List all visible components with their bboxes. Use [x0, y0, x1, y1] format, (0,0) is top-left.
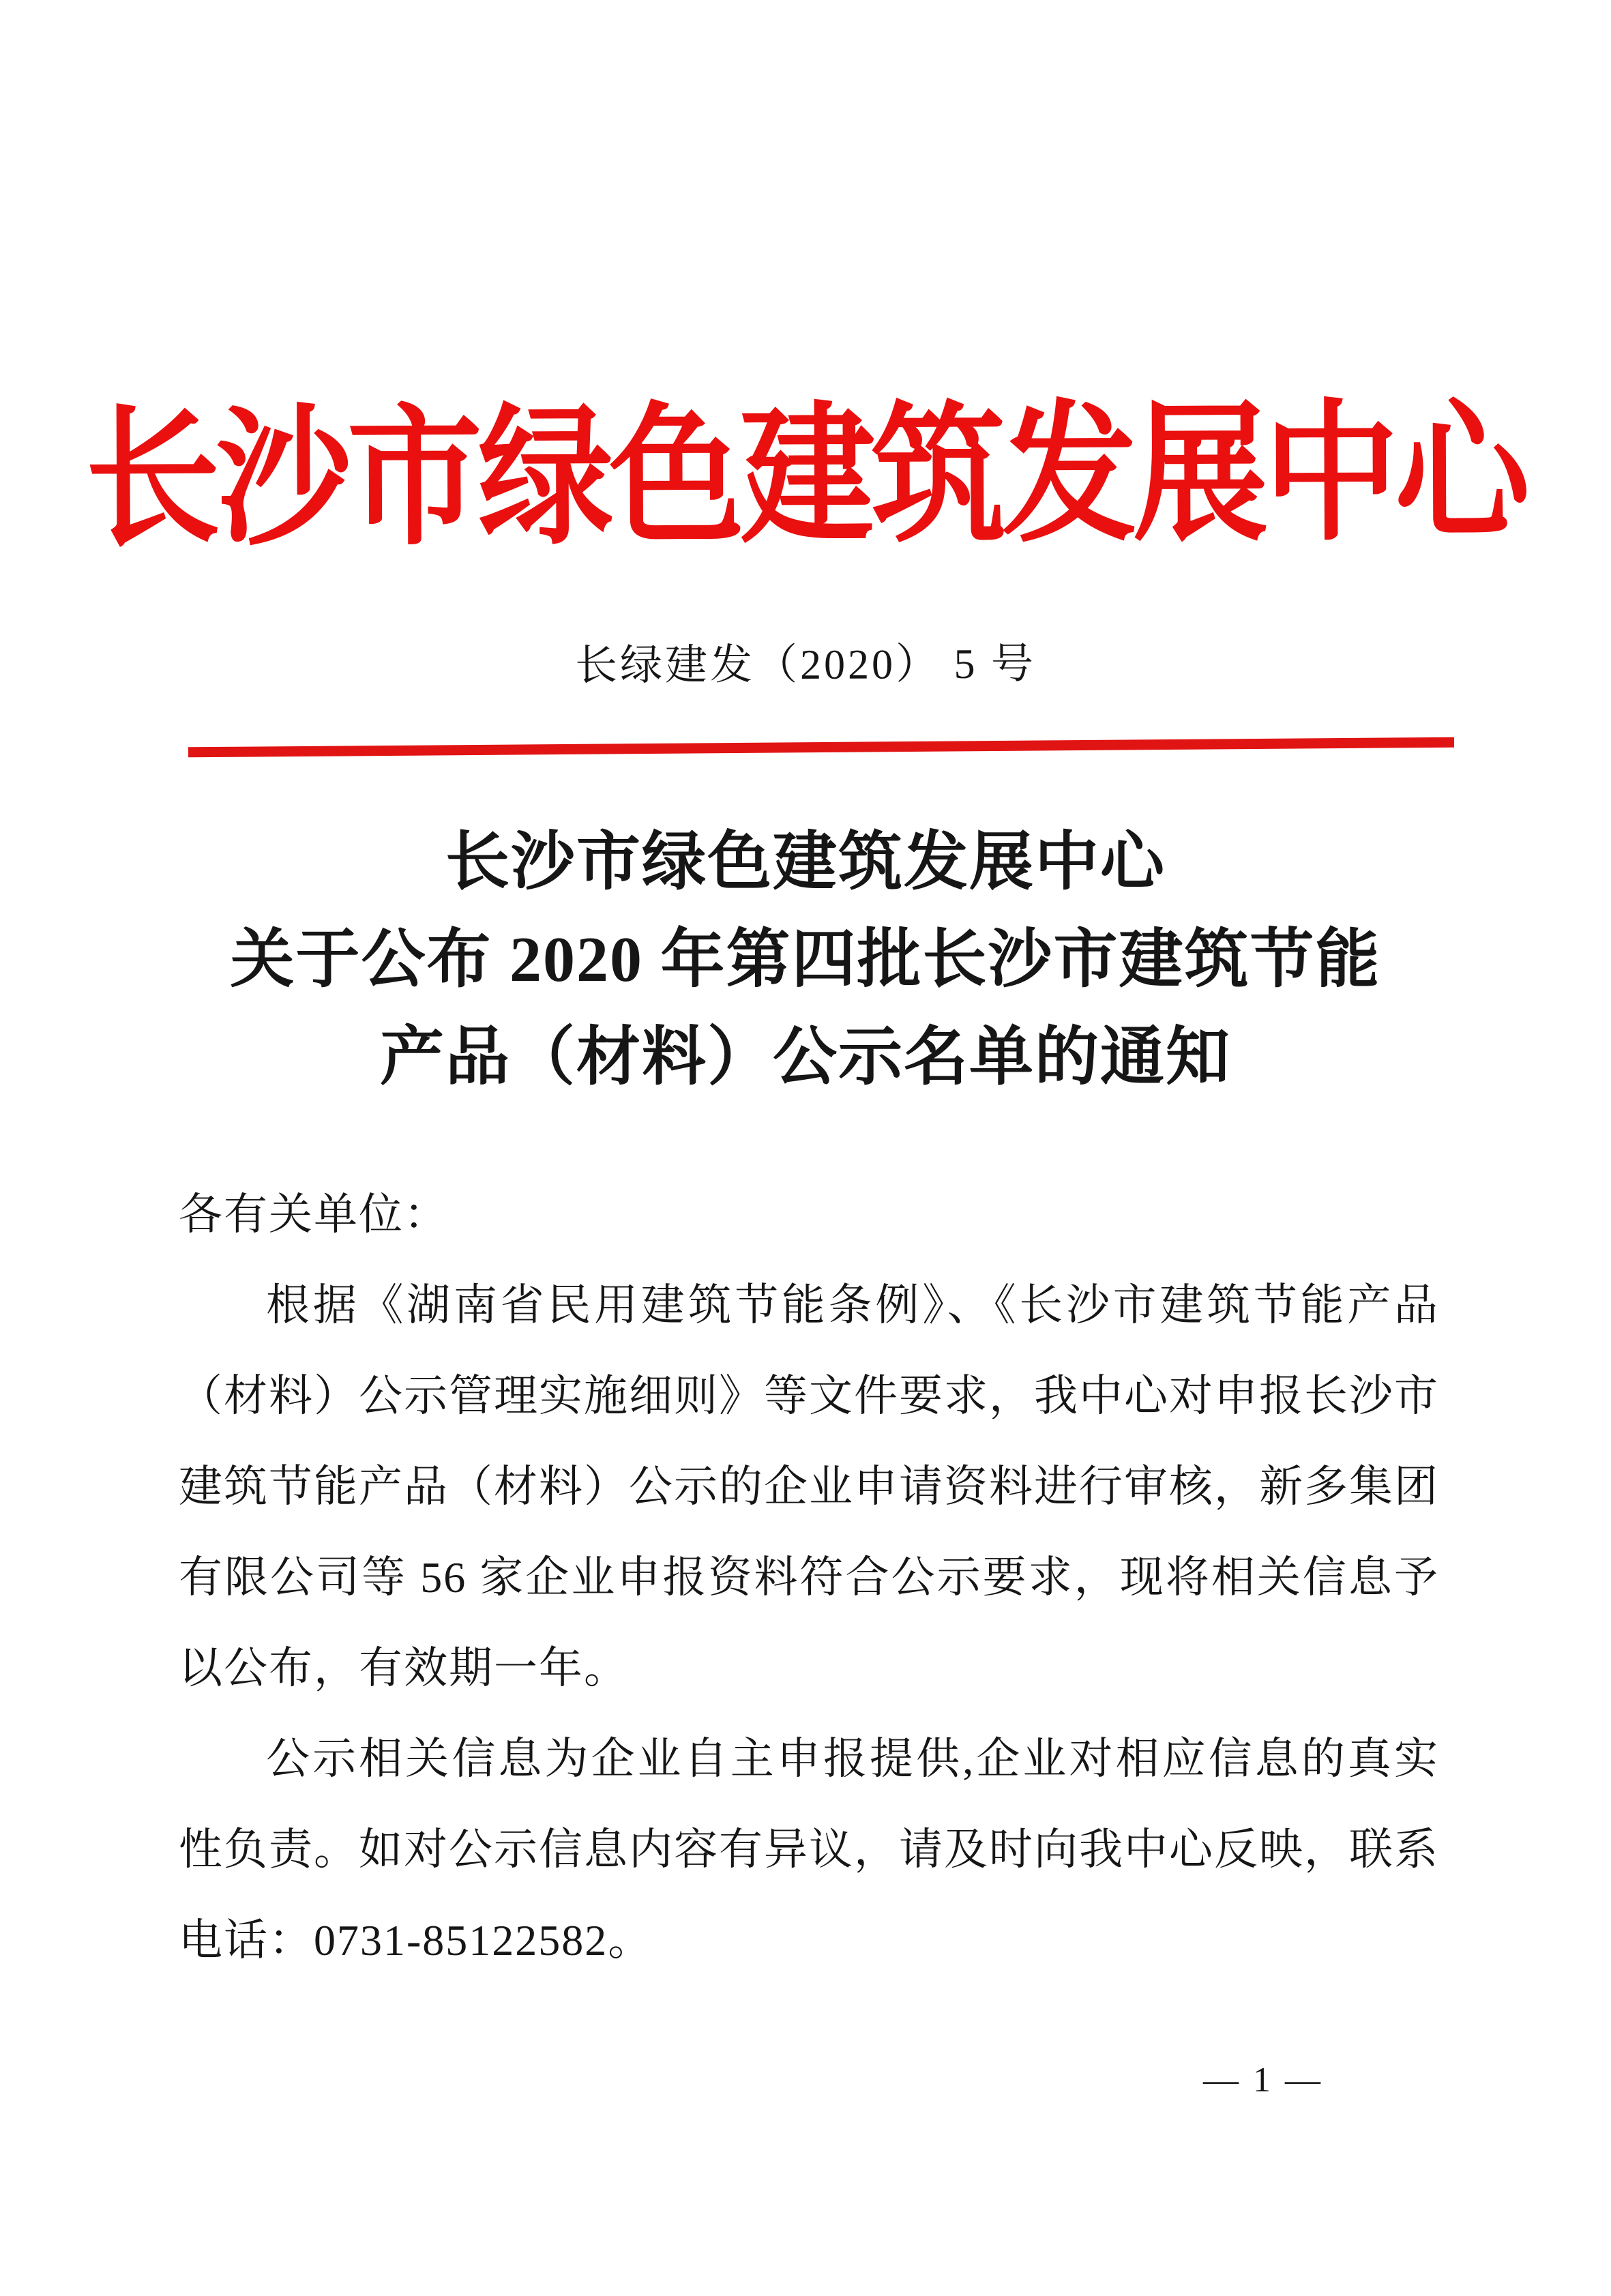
document-body [179, 1169, 1439, 1986]
body-text-line: 以公布，有效期一年。 [179, 1644, 629, 1692]
salutation: 各有关单位： [179, 1190, 449, 1239]
letterhead-org-title: 长沙市绿色建筑发展中心 [85, 389, 1526, 565]
page-number: — 1 — [1203, 2061, 1323, 2100]
body-text-line: 建筑节能产品（材料）公示的企业申请资料进行审核，新多集团 [179, 1462, 1439, 1511]
red-divider-rule [188, 737, 1454, 758]
body-text-line: 公示相关信息为企业自主申报提供,企业对相应信息的真实 [266, 1735, 1439, 1783]
body-text-line: 根据《湖南省民用建筑节能条例》、《长沙市建筑节能产品 [266, 1281, 1439, 1329]
document-title-line-1: 长沙市绿色建筑发展中心 [445, 827, 1166, 898]
document-title-line-3: 产品（材料）公示名单的通知 [379, 1022, 1231, 1093]
body-text-line: 电话：0731-85122582。 [179, 1916, 653, 1964]
body-text-line: 性负责。如对公示信息内容有异议，请及时向我中心反映，联系 [179, 1825, 1439, 1874]
body-text-line: （材料）公示管理实施细则》等文件要求，我中心对申报长沙市 [179, 1372, 1439, 1420]
doc-reference-number: 长绿建发（2020） 5 号 [574, 641, 1037, 690]
document-title-line-2: 关于公布 2020 年第四批长沙市建筑节能 [230, 924, 1381, 995]
document-title [0, 814, 1611, 1106]
body-text-line: 有限公司等 56 家企业申报资料符合公示要求，现将相关信息予 [179, 1553, 1439, 1602]
